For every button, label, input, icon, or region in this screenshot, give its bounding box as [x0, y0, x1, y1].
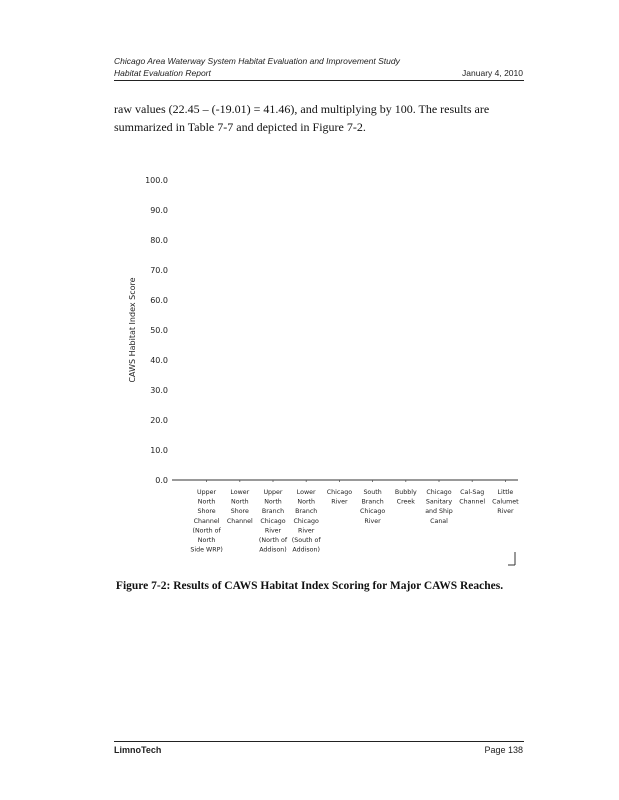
x-category-label-line: Channel — [193, 517, 220, 525]
x-category-label-line: Branch — [261, 508, 285, 516]
x-category-label-line: Chicago — [293, 517, 319, 525]
figure-caption: Figure 7-2: Results of CAWS Habitat Index Scoring for Major CAWS Reaches. — [115, 580, 504, 592]
x-category-label-line: Shore — [230, 508, 249, 516]
footer-company: LimnoTech — [114, 745, 162, 755]
x-category-label-line: River — [264, 527, 282, 535]
x-category-label-line: North — [197, 498, 216, 506]
y-tick-label: 40.0 — [150, 356, 168, 365]
x-category-label-line: Branch — [295, 508, 318, 516]
y-tick-label: 60.0 — [150, 296, 168, 305]
x-category-label — [190, 489, 222, 554]
x-category-label — [227, 489, 253, 525]
x-category-label-line: Little — [497, 489, 514, 496]
y-tick-label: 20.0 — [150, 416, 168, 425]
body-line-1: raw values (22.45 – (-19.01) = 41.46), and multiplying by 100. The results are — [114, 102, 490, 116]
x-category-label-line: Cal-Sag — [460, 489, 485, 496]
x-category-label-line: North — [297, 498, 316, 506]
x-category-label-line: Side WRP) — [190, 546, 223, 554]
x-category-label-line: South — [363, 489, 382, 496]
x-category-label-line: (North of — [258, 537, 288, 544]
x-category-label-line: River — [331, 498, 348, 506]
y-tick-label: 100.0 — [145, 176, 168, 185]
x-category-label-line: Lower — [230, 489, 250, 496]
y-tick-label: 10.0 — [150, 446, 168, 455]
x-category-label-line: North — [197, 537, 216, 544]
y-axis-title: CAWS Habitat Index Score — [128, 277, 137, 383]
x-category-label — [425, 489, 453, 525]
x-category-label-line: Creek — [396, 498, 415, 506]
x-category-label-line: Chicago — [326, 489, 353, 496]
x-category-label-line: Channel — [459, 498, 486, 506]
x-category-label-line: Lower — [296, 489, 316, 496]
x-category-label-line: Channel — [226, 517, 253, 525]
x-category-label-line: Upper — [263, 489, 283, 496]
x-category-label-line: Chicago — [359, 508, 386, 516]
x-category-label-line: Addison) — [259, 546, 287, 554]
x-category-label-line: Upper — [197, 489, 217, 496]
x-category-label-line: Canal — [430, 517, 448, 525]
x-category-label — [327, 489, 352, 506]
x-category-label-line: Chicago — [426, 489, 452, 496]
x-category-label-line: Calumet — [492, 498, 519, 506]
y-tick-label: 80.0 — [150, 236, 168, 245]
y-tick-label: 50.0 — [150, 326, 168, 335]
x-category-label-line: River — [497, 508, 514, 516]
x-category-label — [459, 489, 485, 506]
x-category-label-line: Branch — [361, 498, 384, 506]
x-category-label-line: and Ship — [425, 508, 453, 516]
x-category-label-line: North — [264, 498, 282, 506]
y-tick-label: 0.0 — [155, 476, 168, 485]
x-category-label — [360, 489, 385, 525]
y-tick-label: 90.0 — [150, 206, 168, 215]
x-category-label-line: River — [298, 527, 315, 535]
x-category-label-line: Addison) — [292, 546, 320, 554]
header-report-title: Habitat Evaluation Report — [114, 68, 211, 78]
footer-rule — [114, 741, 524, 742]
x-category-label-line: (South of — [291, 537, 321, 544]
x-category-label — [259, 489, 288, 554]
x-category-label — [292, 489, 322, 554]
x-category-label-line: Chicago — [260, 517, 286, 525]
x-category-label — [395, 489, 417, 506]
x-category-label-line: Sanitary — [425, 498, 453, 506]
body-line-2: summarized in Table 7-7 and depicted in Figure 7-2. — [114, 120, 366, 134]
x-category-label-line: Bubbly — [394, 489, 417, 496]
x-category-label — [492, 489, 519, 515]
footer-page-number: Page 138 — [484, 745, 523, 755]
x-category-label-line: North — [230, 498, 249, 506]
x-category-label-line: Shore — [197, 508, 216, 516]
x-category-label-line: River — [364, 517, 381, 525]
y-tick-label: 70.0 — [150, 266, 168, 275]
header-study-title: Chicago Area Waterway System Habitat Evaluation and Improvement Study — [114, 56, 400, 66]
x-category-label-line: (North of — [192, 527, 221, 535]
y-tick-label: 30.0 — [150, 386, 168, 395]
header-date: January 4, 2010 — [462, 68, 523, 78]
